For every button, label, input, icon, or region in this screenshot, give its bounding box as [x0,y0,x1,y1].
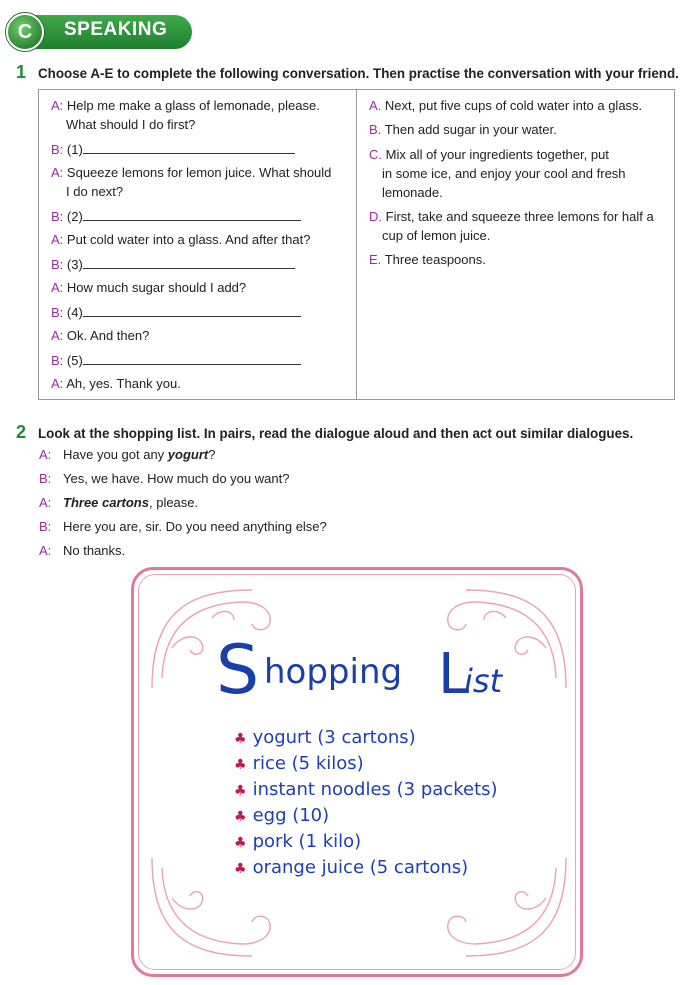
conversation-blank-2[interactable]: B: (2) [51,207,301,226]
task1-number: 1 [16,62,27,82]
option-c-line2: in some ice, and enjoy your cool and fresh [382,166,626,181]
conversation-line: A: Ah, yes. Thank you. [51,376,181,391]
conversation-line: A: Ok. And then? [51,328,150,343]
shopping-list-title-l: L [438,642,470,707]
conversation-line: A: Squeeze lemons for lemon juice. What should [51,165,332,180]
club-bullet-icon: ♣ [234,809,247,825]
conversation-blank-1[interactable]: B: (1) [51,140,295,159]
shopping-list-item: ♣ yogurt (3 cartons) [234,727,416,748]
option-d: D. First, take and squeeze three lemons for half a [369,209,654,224]
answer-blank[interactable] [83,351,301,365]
club-bullet-icon: ♣ [234,757,247,773]
shopping-list-title-ist: ist [464,662,503,700]
club-bullet-icon: ♣ [234,783,247,799]
conversation-divider [356,89,357,400]
section-badge: C [6,13,44,51]
conversation-line: I do next? [66,184,124,199]
club-bullet-icon: ♣ [234,731,247,747]
shopping-list-title-s: S [216,631,260,710]
task2-instruction: Look at the shopping list. In pairs, read the dialogue aloud and then act out similar dialogues. [38,426,634,441]
task2-number: 2 [16,422,27,442]
option-c-line3: lemonade. [382,185,443,200]
conversation-line: A: How much sugar should I add? [51,280,247,295]
club-bullet-icon: ♣ [234,835,247,851]
task1-instruction: Choose A-E to complete the following conversation. Then practise the conversation with your friend. [38,66,679,81]
shopping-list-item: ♣ instant noodles (3 packets) [234,779,498,800]
answer-blank[interactable] [83,207,301,221]
conversation-blank-5[interactable]: B: (5) [51,351,301,370]
answer-blank[interactable] [83,255,295,269]
conversation-line: A: Put cold water into a glass. And after that? [51,232,311,247]
shopping-list-item: ♣ pork (1 kilo) [234,831,362,852]
conversation-line: A: Help me make a glass of lemonade, please. [51,98,320,113]
section-header [6,13,192,51]
option-d-line2: cup of lemon juice. [382,228,491,243]
answer-blank[interactable] [83,303,301,317]
section-title: SPEAKING [64,19,168,40]
club-bullet-icon: ♣ [234,861,247,877]
shopping-list-item: ♣ rice (5 kilos) [234,753,364,774]
shopping-list-item: ♣ egg (10) [234,805,330,826]
shopping-list-title-hopping: hopping [264,652,403,692]
option-b: B. Then add sugar in your water. [369,122,557,137]
option-c: C. Mix all of your ingredients together, put [369,147,609,162]
option-e: E. Three teaspoons. [369,252,486,267]
conversation-blank-3[interactable]: B: (3) [51,255,295,274]
conversation-line: What should I do first? [66,117,196,132]
conversation-blank-4[interactable]: B: (4) [51,303,301,322]
option-a: A. Next, put five cups of cold water into a glass. [369,98,643,113]
answer-blank[interactable] [83,140,295,154]
shopping-list-item: ♣ orange juice (5 cartons) [234,857,469,878]
